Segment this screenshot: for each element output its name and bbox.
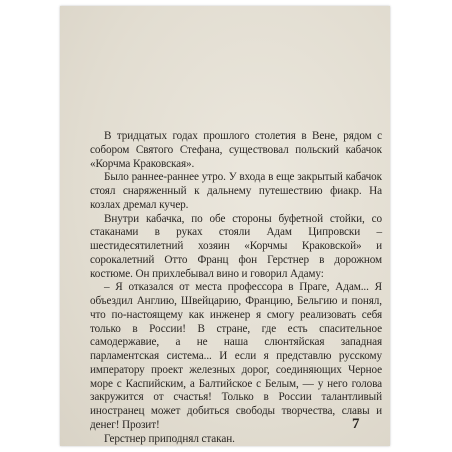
paragraph-gerstner-speech: – Я отказался от места профессора в Праге, Адам... Я объездил Англию, Швейцарию, Францию, Бельгию и понял, что по-настоящему как инженер я смогу реализовать себя только в России! В стране, где есть спасительное самодержавие, а не наша слюнтяйская западная парламентская система... И если я представлю русскому императору проект железных дорог, соединяющих Черное море с Каспийским, а Балтийское с Белым, — у него голова закружится от счастья! Только в России талантливый иностранец может добиться свободы творчества, славы и денег! Прозит! (90, 281, 382, 431)
paragraph-early-morning: Было раннее-раннее утро. У входа в еще закрытый кабачок стоял снаряженный к дальнему путешествию фиакр. На козлах дремал кучер. (90, 171, 382, 211)
body-text (90, 130, 382, 446)
paragraph-raised-glass: Герстнер приподнял стакан. (104, 432, 235, 445)
paragraph-inside-tavern: Внутри кабачка, по обе стороны буфетной стойки, со стаканами в руках стояли Адам Ципровски – шестидесятилетний хозяин «Корчмы Краковской» и сорокалетний Отто Франц фон Герстнер в дорожном костюме. Он прихлебывал вино и говорил Адаму: (90, 212, 382, 280)
page-number: 7 (352, 416, 360, 432)
paragraph-vienna-tavern: В тридцатых годах прошлого столетия в Вене, рядом с собором Святого Стефана, существовал польский кабачок «Корчма Краковская». (90, 130, 382, 170)
book-page (60, 6, 390, 446)
